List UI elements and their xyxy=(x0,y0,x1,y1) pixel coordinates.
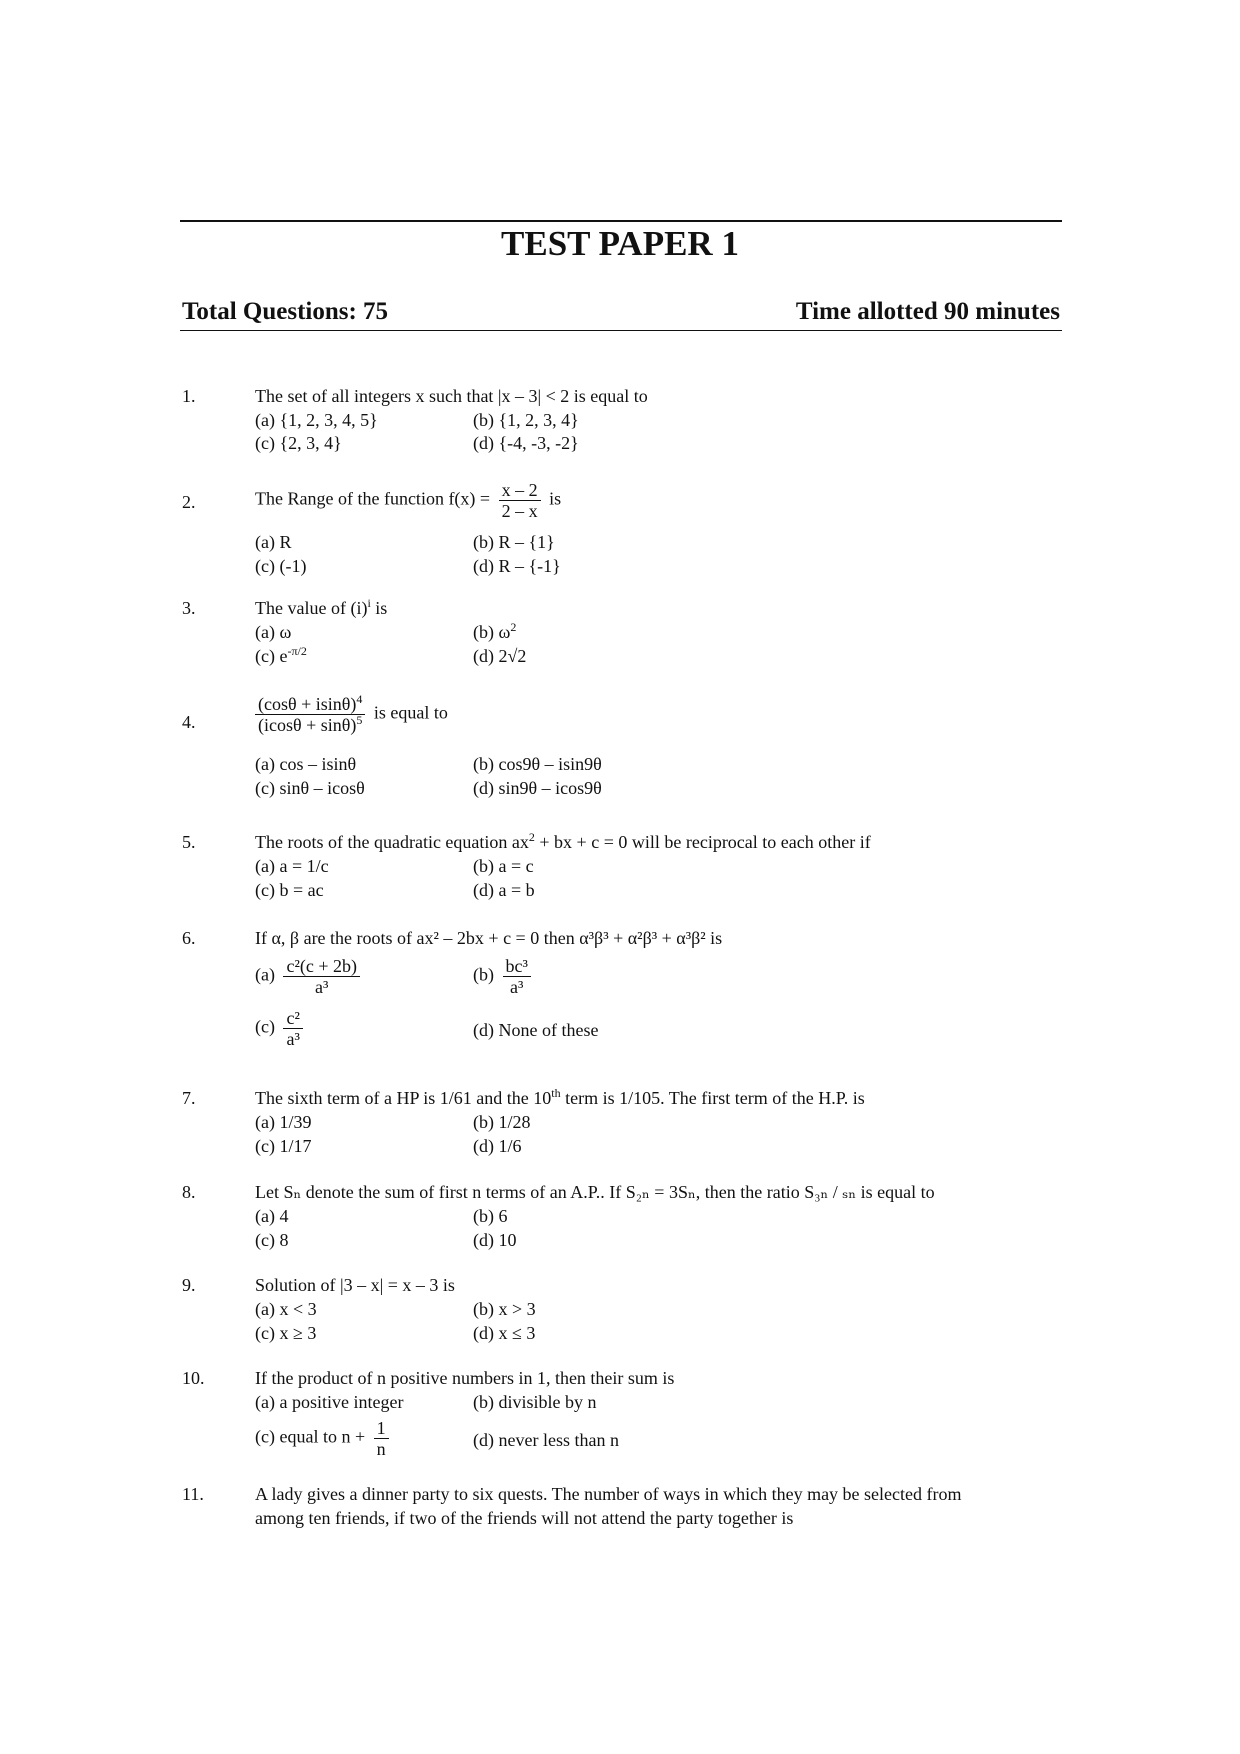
text-pre: The value of (i) xyxy=(255,598,368,618)
top-rule xyxy=(180,220,1062,222)
option-b-base: (b) ω xyxy=(473,622,511,642)
question-text xyxy=(255,596,1065,620)
option-c: (c) 1/17 xyxy=(255,1136,312,1156)
option-c: (c) sinθ – icosθ xyxy=(255,778,365,798)
option-d: (d) R – {-1} xyxy=(473,556,561,576)
option-d: (d) 2√2 xyxy=(473,646,527,666)
text-post: is xyxy=(370,598,388,618)
option-a: (a) {1, 2, 3, 4, 5} xyxy=(255,410,378,430)
text-post: term is 1/105. The first term of the H.P. is xyxy=(560,1088,865,1108)
numerator-expr: (cosθ + isinθ) xyxy=(258,694,357,714)
question-number: 11. xyxy=(182,1484,204,1504)
denominator xyxy=(255,715,365,735)
denominator: a³ xyxy=(286,1029,300,1049)
text-post: is xyxy=(549,488,562,509)
text-pre: The sixth term of a HP is 1/61 and the 10 xyxy=(255,1088,552,1108)
option-a: (a) a positive integer xyxy=(255,1392,404,1412)
option-c xyxy=(255,644,307,668)
question-text: If α, β are the roots of ax² – 2bx + c = 0 then α³β³ + α²β³ + α³β² is xyxy=(255,928,723,948)
question-text: Solution of |3 – x| = x – 3 is xyxy=(255,1275,455,1295)
text-pre: The roots of the quadratic equation ax xyxy=(255,832,529,852)
option-c xyxy=(255,1418,393,1459)
denominator: a³ xyxy=(510,977,524,997)
question-number: 10. xyxy=(182,1368,205,1388)
option-b-exponent: 2 xyxy=(510,620,517,634)
option-b: (b) cos9θ – isin9θ xyxy=(473,754,602,774)
fraction xyxy=(283,1008,302,1049)
header-rule xyxy=(180,330,1062,331)
numerator xyxy=(255,694,365,715)
text-post: is equal to xyxy=(373,702,448,723)
option-c: (c) {2, 3, 4} xyxy=(255,433,342,453)
total-questions: Total Questions: 75 xyxy=(182,298,389,325)
option-b: (b) {1, 2, 3, 4} xyxy=(473,410,579,430)
option-a: (a) x < 3 xyxy=(255,1299,317,1319)
option-b: (b) 1/28 xyxy=(473,1112,531,1132)
option-d: (d) None of these xyxy=(473,1020,599,1040)
option-b: (b) 6 xyxy=(473,1206,508,1226)
question-text: If the product of n positive numbers in 1, then their sum is xyxy=(255,1368,675,1388)
question-text xyxy=(255,694,1065,735)
ordinal-suffix: th xyxy=(551,1086,561,1100)
option-c: (c) b = ac xyxy=(255,880,324,900)
option-c: (c) 8 xyxy=(255,1230,289,1250)
option-d: (d) never less than n xyxy=(473,1430,619,1450)
option-b xyxy=(473,620,516,644)
option-b: (b) divisible by n xyxy=(473,1392,597,1412)
question-line-1: A lady gives a dinner party to six quests. The number of ways in which they may be selected from xyxy=(255,1484,962,1504)
fraction xyxy=(499,480,541,521)
denominator-exponent: 5 xyxy=(356,713,363,727)
option-d: (d) sin9θ – icos9θ xyxy=(473,778,602,798)
question-number: 1. xyxy=(182,386,196,406)
numerator-exponent: 4 xyxy=(356,692,363,706)
option-c-exponent: -π/2 xyxy=(287,644,307,658)
denominator: 2 – x xyxy=(501,501,538,521)
exponent: i xyxy=(367,596,371,610)
option-d: (d) 1/6 xyxy=(473,1136,522,1156)
question-text xyxy=(255,1482,1065,1530)
denominator: n xyxy=(376,1439,386,1459)
question-number: 6. xyxy=(182,928,196,948)
text-pre: The Range of the function f(x) = xyxy=(255,488,491,509)
numerator: x – 2 xyxy=(499,480,541,501)
option-b: (b) x > 3 xyxy=(473,1299,536,1319)
question-text xyxy=(255,830,1065,854)
option-c-text: (c) equal to n + xyxy=(255,1426,366,1447)
option-a: (a) 1/39 xyxy=(255,1112,312,1132)
option-d: (d) x ≤ 3 xyxy=(473,1323,536,1343)
question-number: 8. xyxy=(182,1182,196,1202)
exponent: 2 xyxy=(528,830,535,844)
option-label: (c) xyxy=(255,1016,275,1037)
option-c: (c) x ≥ 3 xyxy=(255,1323,317,1343)
fraction xyxy=(255,694,365,735)
question-number: 7. xyxy=(182,1088,196,1108)
option-c xyxy=(255,1008,307,1049)
denominator: a³ xyxy=(315,977,329,997)
question-number: 4. xyxy=(182,712,196,732)
option-b: (b) R – {1} xyxy=(473,532,555,552)
numerator: c² xyxy=(283,1008,302,1029)
question-number: 5. xyxy=(182,832,196,852)
question-number: 2. xyxy=(182,492,196,512)
page-title: TEST PAPER 1 xyxy=(501,224,739,263)
question-number: 9. xyxy=(182,1275,196,1295)
question-line-2: among ten friends, if two of the friends will not attend the party together is xyxy=(255,1508,794,1528)
option-label: (b) xyxy=(473,964,494,985)
option-a: (a) cos – isinθ xyxy=(255,754,357,774)
numerator: 1 xyxy=(374,1418,389,1439)
fraction xyxy=(283,956,360,997)
question-text xyxy=(255,480,1065,521)
option-a: (a) 4 xyxy=(255,1206,289,1226)
numerator: bc³ xyxy=(503,956,531,977)
option-a: (a) ω xyxy=(255,622,292,642)
option-d: (d) {-4, -3, -2} xyxy=(473,433,579,453)
option-a xyxy=(255,956,364,997)
fraction xyxy=(374,1418,389,1459)
question-text: Let Sₙ denote the sum of first n terms of an A.P.. If S₂ₙ = 3Sₙ, then the ratio S₃ₙ / ₛₙ is equal to xyxy=(255,1182,935,1202)
option-d: (d) a = b xyxy=(473,880,535,900)
text-post: + bx + c = 0 will be reciprocal to each other if xyxy=(534,832,871,852)
option-label: (a) xyxy=(255,964,275,985)
option-b xyxy=(473,956,535,997)
fraction xyxy=(503,956,531,997)
time-allotted: Time allotted 90 minutes xyxy=(795,298,1060,325)
question-number: 3. xyxy=(182,598,196,618)
option-a: (a) a = 1/c xyxy=(255,856,329,876)
question-text xyxy=(255,1086,1065,1110)
denominator-expr: (icosθ + sinθ) xyxy=(258,715,357,735)
option-a: (a) R xyxy=(255,532,292,552)
numerator: c²(c + 2b) xyxy=(283,956,360,977)
option-c: (c) (-1) xyxy=(255,556,307,576)
question-text: The set of all integers x such that |x – 3| < 2 is equal to xyxy=(255,386,648,406)
option-b: (b) a = c xyxy=(473,856,534,876)
option-d: (d) 10 xyxy=(473,1230,517,1250)
option-c-base: (c) e xyxy=(255,646,288,666)
